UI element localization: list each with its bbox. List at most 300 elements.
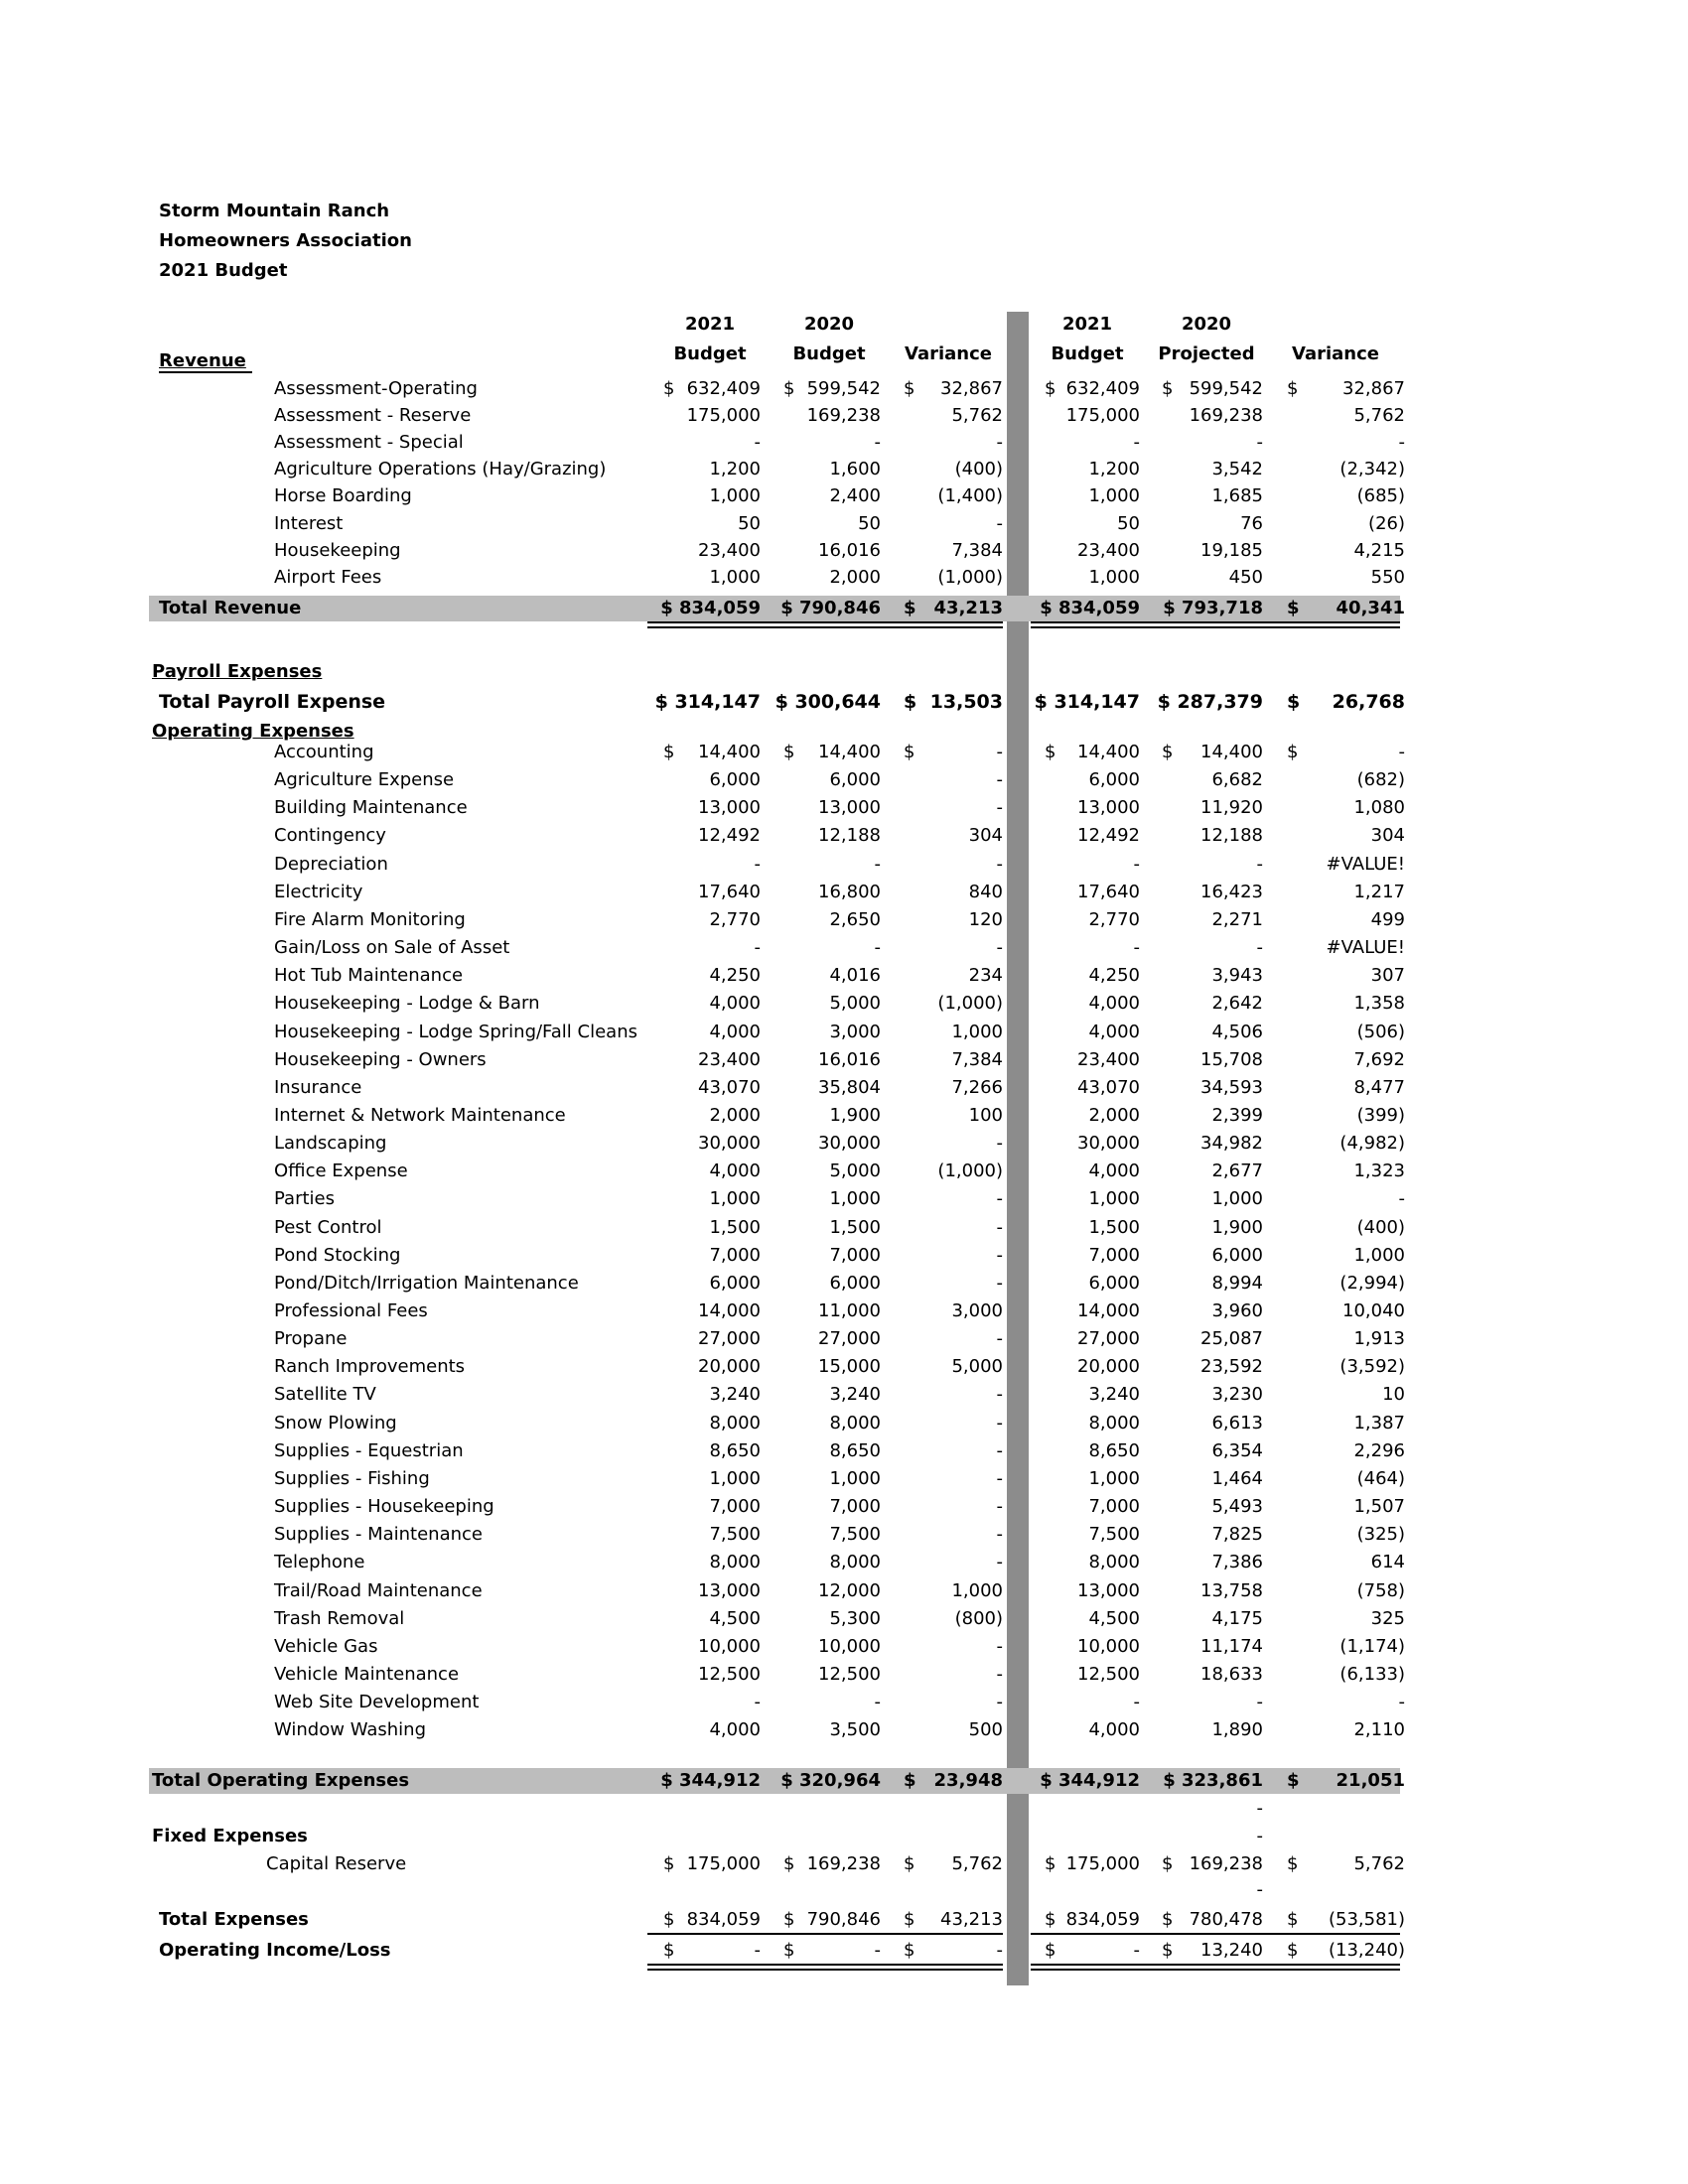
operating-row	[0, 1353, 1688, 1381]
operating-row-value-c4: 12,500	[1077, 1663, 1140, 1685]
operating-row-value-c3: -	[996, 1552, 1003, 1573]
operating-row-label: Building Maintenance	[274, 797, 468, 819]
operating-row-value-c3: (1,000)	[937, 993, 1003, 1015]
operating-row-value-c4: -	[1133, 1692, 1140, 1713]
operating-row-value-c6: -	[1398, 1692, 1405, 1713]
revenue-row-value-c1: 1,200	[709, 459, 761, 480]
operating-row-value-c3: -	[996, 853, 1003, 875]
operating-row-value-c5: 3,960	[1211, 1300, 1263, 1321]
revenue-row-value-c2: 169,238	[806, 405, 881, 427]
revenue-row-label: Airport Fees	[274, 566, 382, 588]
operating-row-value-c2: 8,000	[829, 1552, 881, 1573]
header-c4-year: 2021	[1061, 314, 1113, 335]
stray-dash: -	[1256, 1826, 1263, 1846]
operating-row-value-c2: 3,500	[829, 1719, 881, 1741]
payroll-total-c3: 13,503	[929, 691, 1003, 713]
operating-row-value-c5: 8,994	[1211, 1272, 1263, 1294]
revenue-row-value-c4: 632,409	[1065, 378, 1140, 399]
org-name: Storm Mountain Ranch	[159, 201, 390, 221]
currency-symbol: $	[1287, 691, 1301, 713]
operating-income-c4: -	[1133, 1940, 1140, 1961]
currency-symbol: $	[663, 378, 675, 399]
operating-row-value-c6: 1,913	[1353, 1328, 1405, 1350]
operating-row-value-c2: 7,000	[829, 1244, 881, 1266]
operating-row-value-c4: 4,500	[1088, 1607, 1140, 1629]
revenue-row-label: Assessment - Reserve	[274, 405, 472, 427]
payroll-heading: Payroll Expenses	[152, 661, 323, 682]
revenue-row-value-c5: 3,542	[1211, 459, 1263, 480]
operating-row-value-c3: -	[996, 769, 1003, 791]
header-c1-label: Budget	[673, 343, 747, 364]
operating-row-value-c5: 1,900	[1211, 1216, 1263, 1238]
operating-row-label: Supplies - Maintenance	[274, 1524, 483, 1546]
operating-row-value-c5: 1,464	[1211, 1467, 1263, 1489]
revenue-row-value-c5: 169,238	[1189, 405, 1263, 427]
currency-symbol: $	[783, 1853, 795, 1874]
operating-row	[0, 1493, 1688, 1521]
currency-symbol: $	[1162, 1940, 1174, 1961]
operating-row-label: Fire Alarm Monitoring	[274, 908, 466, 930]
operating-row-value-c3: -	[996, 1133, 1003, 1155]
operating-row	[0, 1325, 1688, 1353]
operating-row-value-c6: (1,174)	[1339, 1635, 1405, 1657]
operating-row-value-c6: (6,133)	[1339, 1663, 1405, 1685]
header-c1-year: 2021	[684, 314, 736, 335]
operating-row-value-c2: 13,000	[818, 797, 881, 819]
operating-row-label: Pond Stocking	[274, 1244, 401, 1266]
capital-reserve-c4: 175,000	[1065, 1853, 1140, 1874]
payroll-heading-row	[0, 658, 1688, 686]
operating-row-value-c1: 14,400	[698, 742, 761, 762]
operating-row-value-c3: 120	[968, 908, 1003, 930]
total-expenses-c6: (53,581)	[1328, 1909, 1405, 1930]
revenue-row-value-c3: -	[996, 512, 1003, 534]
operating-row-value-c2: 5,300	[829, 1607, 881, 1629]
currency-symbol: $	[1045, 1940, 1056, 1961]
operating-row-value-c3: 500	[968, 1719, 1003, 1741]
operating-row-value-c4: 1,000	[1088, 1467, 1140, 1489]
revenue-row-value-c3: 32,867	[940, 378, 1003, 399]
operating-row-value-c3: -	[996, 1524, 1003, 1546]
operating-row-label: Landscaping	[274, 1133, 387, 1155]
operating-row	[0, 1549, 1688, 1576]
operating-row-value-c2: 7,500	[829, 1524, 881, 1546]
operating-row	[0, 1577, 1688, 1605]
operating-row-value-c5: 13,758	[1200, 1579, 1263, 1601]
operating-income-c5: 13,240	[1200, 1940, 1263, 1961]
revenue-row	[0, 482, 1688, 510]
revenue-row-value-c4: 175,000	[1065, 405, 1140, 427]
operating-row	[0, 1381, 1688, 1409]
currency-symbol: $	[1162, 1853, 1174, 1874]
operating-row-value-c5: 5,493	[1211, 1496, 1263, 1518]
operating-row-value-c6: 307	[1370, 965, 1405, 987]
revenue-row-value-c3: (400)	[954, 459, 1003, 480]
operating-total-c5: $ 323,861	[1163, 1770, 1263, 1791]
revenue-row-value-c4: 23,400	[1077, 539, 1140, 561]
header-c5-label: Projected	[1158, 343, 1255, 364]
operating-row-value-c3: 100	[968, 1104, 1003, 1126]
header-c5-year: 2020	[1181, 314, 1232, 335]
operating-row-label: Agriculture Expense	[274, 769, 455, 791]
currency-symbol: $	[1045, 742, 1056, 762]
operating-row-label: Internet & Network Maintenance	[274, 1104, 566, 1126]
operating-row-value-c2: 4,016	[829, 965, 881, 987]
operating-row-value-c6: 1,323	[1353, 1160, 1405, 1182]
capital-reserve-c3: 5,762	[951, 1853, 1003, 1874]
currency-symbol: $	[904, 1909, 915, 1930]
operating-row-value-c2: 8,000	[829, 1412, 881, 1433]
operating-total-c1: $ 344,912	[660, 1770, 761, 1791]
operating-row	[0, 1046, 1688, 1074]
operating-total-c2: $ 320,964	[780, 1770, 881, 1791]
operating-row-value-c2: 12,500	[818, 1663, 881, 1685]
operating-row-value-c1: 4,000	[709, 1719, 761, 1741]
operating-row-value-c2: 27,000	[818, 1328, 881, 1350]
operating-row-value-c1: 30,000	[698, 1133, 761, 1155]
operating-row-value-c4: 3,240	[1088, 1384, 1140, 1406]
operating-row-value-c3: 234	[968, 965, 1003, 987]
operating-row-value-c4: 14,400	[1077, 742, 1140, 762]
operating-row-value-c6: (758)	[1356, 1579, 1405, 1601]
operating-row-label: Vehicle Gas	[274, 1635, 378, 1657]
payroll-total-c1: $ 314,147	[654, 691, 761, 713]
operating-row-value-c1: 1,500	[709, 1216, 761, 1238]
operating-row	[0, 1270, 1688, 1297]
operating-row-value-c6: 8,477	[1353, 1076, 1405, 1098]
operating-row-value-c6: 1,080	[1353, 797, 1405, 819]
operating-row-value-c4: 4,000	[1088, 1021, 1140, 1042]
currency-symbol: $	[1287, 378, 1299, 399]
operating-row-value-c6: (399)	[1356, 1104, 1405, 1126]
revenue-row-value-c3: -	[996, 432, 1003, 454]
operating-row-value-c2: 11,000	[818, 1300, 881, 1321]
operating-heading: Operating Expenses	[152, 721, 354, 742]
operating-row-value-c6: (400)	[1356, 1216, 1405, 1238]
fixed-heading: Fixed Expenses	[152, 1826, 308, 1846]
operating-row-value-c3: -	[996, 1439, 1003, 1461]
operating-row	[0, 1521, 1688, 1549]
currency-symbol: $	[663, 1909, 675, 1930]
operating-row-value-c3: -	[996, 1412, 1003, 1433]
revenue-row-value-c5: 19,185	[1200, 539, 1263, 561]
operating-row-value-c2: 3,000	[829, 1021, 881, 1042]
operating-row-value-c1: -	[754, 937, 761, 959]
operating-row-value-c3: (1,000)	[937, 1160, 1003, 1182]
operating-row-value-c4: 7,000	[1088, 1496, 1140, 1518]
operating-row-label: Web Site Development	[274, 1692, 480, 1713]
operating-row-label: Depreciation	[274, 853, 388, 875]
capital-reserve-c2: 169,238	[806, 1853, 881, 1874]
operating-row-value-c5: 2,677	[1211, 1160, 1263, 1182]
capital-reserve-label: Capital Reserve	[266, 1853, 407, 1874]
operating-row-value-c1: 20,000	[698, 1356, 761, 1378]
payroll-total-c6: 26,768	[1332, 691, 1405, 713]
header-c3-label: Variance	[905, 343, 992, 364]
operating-row-label: Telephone	[274, 1552, 365, 1573]
operating-row-value-c2: 3,240	[829, 1384, 881, 1406]
operating-row-value-c4: -	[1133, 937, 1140, 959]
operating-row-value-c3: -	[996, 1244, 1003, 1266]
operating-row-value-c1: 27,000	[698, 1328, 761, 1350]
operating-row-value-c3: -	[996, 1272, 1003, 1294]
currency-symbol: $	[1287, 598, 1300, 618]
operating-row-label: Vehicle Maintenance	[274, 1663, 460, 1685]
operating-row-value-c4: 6,000	[1088, 769, 1140, 791]
operating-row-value-c4: 7,500	[1088, 1524, 1140, 1546]
operating-row-value-c4: 23,400	[1077, 1048, 1140, 1070]
total-expenses-rule	[647, 1933, 1003, 1935]
operating-total-label: Total Operating Expenses	[152, 1770, 410, 1791]
revenue-underline	[159, 371, 252, 373]
currency-symbol: $	[1287, 1853, 1299, 1874]
operating-row-value-c1: 3,240	[709, 1384, 761, 1406]
operating-row	[0, 1102, 1688, 1130]
operating-row-value-c5: -	[1256, 853, 1263, 875]
revenue-total-c4: $ 834,059	[1040, 598, 1140, 618]
revenue-row-value-c2: 16,016	[818, 539, 881, 561]
operating-row-value-c6: 1,387	[1353, 1412, 1405, 1433]
operating-row	[0, 1214, 1688, 1242]
operating-row-value-c1: 1,000	[709, 1467, 761, 1489]
operating-row-value-c1: 23,400	[698, 1048, 761, 1070]
capital-reserve-row	[0, 1850, 1688, 1878]
payroll-total-row	[0, 688, 1688, 716]
revenue-row-value-c6: (26)	[1368, 512, 1405, 534]
operating-row	[0, 1437, 1688, 1465]
operating-row-value-c1: 4,000	[709, 993, 761, 1015]
revenue-row-value-c6: (2,342)	[1339, 459, 1405, 480]
revenue-row-value-c2: -	[874, 432, 881, 454]
operating-row-value-c1: 1,000	[709, 1188, 761, 1210]
operating-row-value-c2: 1,500	[829, 1216, 881, 1238]
operating-row-value-c5: 23,592	[1200, 1356, 1263, 1378]
currency-symbol: $	[1045, 378, 1056, 399]
operating-row-value-c2: 5,000	[829, 993, 881, 1015]
operating-row-label: Contingency	[274, 825, 386, 847]
operating-row-value-c1: 4,000	[709, 1021, 761, 1042]
operating-row	[0, 1661, 1688, 1689]
operating-row-value-c5: 34,593	[1200, 1076, 1263, 1098]
operating-row-value-c3: (800)	[954, 1607, 1003, 1629]
report-title: 2021 Budget	[159, 260, 288, 281]
operating-row-value-c5: 3,943	[1211, 965, 1263, 987]
stray-dash: -	[1256, 1798, 1263, 1819]
operating-row-value-c4: 20,000	[1077, 1356, 1140, 1378]
revenue-row-value-c6: 550	[1370, 566, 1405, 588]
operating-row-value-c6: 2,296	[1353, 1439, 1405, 1461]
operating-row-value-c6: 1,358	[1353, 993, 1405, 1015]
revenue-row-label: Agriculture Operations (Hay/Grazing)	[274, 459, 607, 480]
operating-row	[0, 1074, 1688, 1102]
operating-row-label: Pond/Ditch/Irrigation Maintenance	[274, 1272, 579, 1294]
operating-income-double-rule	[647, 1969, 1003, 1971]
operating-row-value-c5: 7,825	[1211, 1524, 1263, 1546]
revenue-heading-row	[0, 347, 1688, 375]
currency-symbol: $	[1287, 1909, 1299, 1930]
operating-row-value-c5: -	[1256, 937, 1263, 959]
currency-symbol: $	[904, 742, 915, 762]
operating-row-label: Ranch Improvements	[274, 1356, 466, 1378]
revenue-row-value-c2: 1,600	[829, 459, 881, 480]
operating-row-value-c2: 1,000	[829, 1188, 881, 1210]
currency-symbol: $	[1045, 1853, 1056, 1874]
operating-row-label: Snow Plowing	[274, 1412, 397, 1433]
operating-row	[0, 962, 1688, 990]
revenue-double-rule	[1031, 621, 1400, 623]
operating-row-label: Pest Control	[274, 1216, 382, 1238]
revenue-row-value-c2: 599,542	[806, 378, 881, 399]
operating-row-value-c6: -	[1398, 742, 1405, 762]
operating-row-value-c1: 2,000	[709, 1104, 761, 1126]
operating-row-value-c5: 12,188	[1200, 825, 1263, 847]
operating-row-value-c2: 1,000	[829, 1467, 881, 1489]
total-expenses-c4: 834,059	[1065, 1909, 1140, 1930]
revenue-row-value-c5: 450	[1228, 566, 1263, 588]
header-c2-label: Budget	[792, 343, 866, 364]
operating-row-value-c2: 5,000	[829, 1160, 881, 1182]
operating-row-value-c4: 7,000	[1088, 1244, 1140, 1266]
currency-symbol: $	[904, 1853, 915, 1874]
currency-symbol: $	[783, 378, 795, 399]
operating-row-label: Supplies - Equestrian	[274, 1439, 464, 1461]
revenue-row-label: Horse Boarding	[274, 485, 412, 507]
operating-row	[0, 1465, 1688, 1493]
operating-row-value-c4: 4,000	[1088, 993, 1140, 1015]
currency-symbol: $	[1162, 1909, 1174, 1930]
operating-row-value-c4: 4,250	[1088, 965, 1140, 987]
operating-income-c2: -	[874, 1940, 881, 1961]
payroll-total-label: Total Payroll Expense	[159, 691, 386, 713]
operating-row-value-c5: 18,633	[1200, 1663, 1263, 1685]
operating-row	[0, 794, 1688, 822]
currency-symbol: $	[783, 742, 795, 762]
revenue-total-c3: 43,213	[933, 598, 1003, 618]
operating-row-value-c4: -	[1133, 853, 1140, 875]
operating-row-value-c1: 4,000	[709, 1160, 761, 1182]
operating-row-value-c1: 8,000	[709, 1412, 761, 1433]
revenue-row-value-c2: 50	[858, 512, 881, 534]
operating-row-value-c3: -	[996, 1216, 1003, 1238]
operating-row-value-c2: 12,188	[818, 825, 881, 847]
revenue-row-value-c3: (1,000)	[937, 566, 1003, 588]
operating-row-value-c1: 12,492	[698, 825, 761, 847]
operating-row-label: Satellite TV	[274, 1384, 376, 1406]
revenue-row-value-c4: 1,000	[1088, 485, 1140, 507]
revenue-row-value-c6: -	[1398, 432, 1405, 454]
operating-row-value-c6: 614	[1370, 1552, 1405, 1573]
revenue-total-c1: $ 834,059	[660, 598, 761, 618]
operating-row-value-c1: 2,770	[709, 908, 761, 930]
currency-symbol: $	[1162, 742, 1174, 762]
operating-row-label: Insurance	[274, 1076, 362, 1098]
operating-row-value-c5: 11,920	[1200, 797, 1263, 819]
operating-row-value-c5: 4,175	[1211, 1607, 1263, 1629]
operating-row	[0, 1716, 1688, 1744]
revenue-double-rule	[647, 621, 1003, 623]
total-expenses-label: Total Expenses	[159, 1909, 309, 1930]
operating-row-value-c6: (464)	[1356, 1467, 1405, 1489]
operating-row-value-c1: 6,000	[709, 1272, 761, 1294]
operating-row-value-c5: 2,271	[1211, 908, 1263, 930]
currency-symbol: $	[663, 742, 675, 762]
operating-row-value-c5: 1,890	[1211, 1719, 1263, 1741]
header-c2-year: 2020	[803, 314, 855, 335]
revenue-row	[0, 456, 1688, 483]
operating-row-value-c4: 10,000	[1077, 1635, 1140, 1657]
operating-row-value-c4: 13,000	[1077, 1579, 1140, 1601]
operating-row-label: Hot Tub Maintenance	[274, 965, 464, 987]
operating-row-value-c2: -	[874, 853, 881, 875]
operating-row-label: Supplies - Fishing	[274, 1467, 430, 1489]
operating-row-value-c6: (325)	[1356, 1524, 1405, 1546]
operating-row	[0, 822, 1688, 850]
revenue-total-c5: $ 793,718	[1163, 598, 1263, 618]
operating-row-label: Office Expense	[274, 1160, 408, 1182]
revenue-row-value-c3: 7,384	[951, 539, 1003, 561]
operating-row-value-c5: 7,386	[1211, 1552, 1263, 1573]
operating-row-value-c5: 6,000	[1211, 1244, 1263, 1266]
operating-row-value-c3: -	[996, 1692, 1003, 1713]
revenue-row-value-c6: 5,762	[1353, 405, 1405, 427]
operating-row-value-c6: 1,217	[1353, 881, 1405, 902]
operating-row-value-c5: 6,354	[1211, 1439, 1263, 1461]
total-expenses-row	[0, 1906, 1688, 1934]
operating-row-value-c6: (682)	[1356, 769, 1405, 791]
operating-row-value-c6: 1,507	[1353, 1496, 1405, 1518]
operating-row	[0, 1242, 1688, 1270]
operating-row-value-c3: 304	[968, 825, 1003, 847]
currency-symbol: $	[1287, 742, 1299, 762]
operating-row-value-c4: 8,650	[1088, 1439, 1140, 1461]
operating-row-value-c1: 43,070	[698, 1076, 761, 1098]
operating-row-value-c1: 4,250	[709, 965, 761, 987]
operating-row-value-c3: -	[996, 1328, 1003, 1350]
operating-row-value-c5: 11,174	[1200, 1635, 1263, 1657]
revenue-row	[0, 375, 1688, 403]
currency-symbol: $	[663, 1940, 675, 1961]
operating-row-value-c3: -	[996, 1496, 1003, 1518]
operating-row-value-c6: (3,592)	[1339, 1356, 1405, 1378]
operating-row-value-c3: -	[996, 1188, 1003, 1210]
operating-row-value-c3: 840	[968, 881, 1003, 902]
operating-row-value-c4: 30,000	[1077, 1133, 1140, 1155]
operating-row	[0, 1689, 1688, 1716]
revenue-row-value-c2: 2,400	[829, 485, 881, 507]
operating-row-value-c2: 2,650	[829, 908, 881, 930]
operating-row-value-c3: 7,266	[951, 1076, 1003, 1098]
operating-row-value-c1: -	[754, 853, 761, 875]
operating-row-value-c5: 34,982	[1200, 1133, 1263, 1155]
operating-row-label: Window Washing	[274, 1719, 426, 1741]
operating-row-label: Supplies - Housekeeping	[274, 1496, 494, 1518]
operating-income-double-rule	[1031, 1964, 1400, 1966]
header-c4-label: Budget	[1051, 343, 1124, 364]
total-expenses-c5: 780,478	[1189, 1909, 1263, 1930]
operating-row-value-c3: 5,000	[951, 1356, 1003, 1378]
operating-income-c3: -	[996, 1940, 1003, 1961]
operating-row-value-c6: 1,000	[1353, 1244, 1405, 1266]
operating-row-value-c1: 8,000	[709, 1552, 761, 1573]
revenue-row-value-c1: -	[754, 432, 761, 454]
org-association: Homeowners Association	[159, 230, 412, 251]
operating-row	[0, 739, 1688, 766]
operating-row	[0, 1297, 1688, 1325]
operating-row-value-c4: 12,492	[1077, 825, 1140, 847]
fixed-heading-row	[0, 1823, 1688, 1850]
operating-row	[0, 1410, 1688, 1437]
operating-row	[0, 1158, 1688, 1185]
